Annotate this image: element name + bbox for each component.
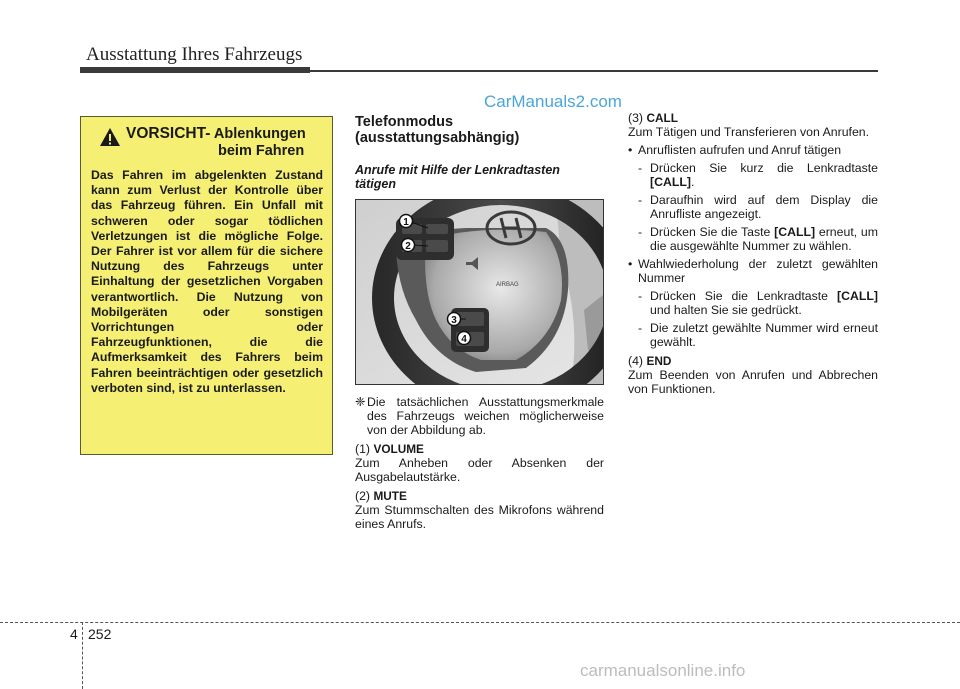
watermark-top[interactable]: CarManuals2.com (484, 92, 622, 111)
item-end-text: Zum Beenden von Anrufen und Abbrechen von Funktionen. (628, 368, 878, 396)
right-column (628, 111, 878, 396)
warning-triangle-icon (99, 127, 121, 147)
svg-text:1: 1 (403, 217, 409, 228)
steering-wheel-figure (355, 199, 604, 385)
figure-note (355, 395, 604, 437)
warning-word: VORSICHT- (126, 125, 211, 142)
warning-title-line2: beim Fahren (218, 143, 305, 159)
dash-hold-call: - Drücken Sie die Lenkradtaste [CALL] und halten Sie sie gedrückt. (638, 289, 878, 317)
warning-title-line1: Ablenkungen (213, 126, 306, 142)
dash-press-call-again: - Drücken Sie die Taste [CALL] erneut, um die ausgewählte Nummer zu wählen. (638, 225, 878, 253)
dash-redial-done: - Die zuletzt gewählte Nummer wird erneut gewählt. (638, 321, 878, 349)
item-mute-text: Zum Stummschalten des Mikrofons während eines Anrufs. (355, 503, 604, 531)
callout-3 (448, 313, 461, 327)
note-mark: ❈ (355, 395, 366, 409)
item-mute-label: (2) MUTE (355, 489, 407, 503)
callout-2 (402, 239, 415, 253)
item-call-text: Zum Tätigen und Transferieren von Anrufen. (628, 125, 870, 139)
bullet-redial: • Wahlwiederholung der zuletzt gewählten Nummer (628, 257, 878, 285)
warning-header (91, 125, 323, 167)
note-text: Die tatsächlichen Ausstattungsmerkmale des Fahrzeugs weichen möglicherweise von der Abbildung ab. (367, 395, 604, 437)
steering-wheel-illustration (356, 200, 603, 384)
item-volume-text: Zum Anheben oder Absenken der Ausgabelautstärke. (355, 456, 604, 484)
item-volume-label: (1) VOLUME (355, 442, 424, 456)
header-rule-thin (310, 70, 878, 72)
callout-4 (458, 332, 471, 346)
header-rule-thick (80, 67, 310, 73)
footer-divider (82, 622, 83, 689)
section-subtitle: Anrufe mit Hilfe der Lenkradtasten tätigen (355, 163, 560, 191)
page-number: 252 (88, 626, 112, 642)
dash-press-call: - Drücken Sie kurz die Lenkradtaste [CALL]. (638, 161, 878, 189)
warning-title (126, 125, 306, 160)
svg-text:3: 3 (451, 315, 457, 326)
warning-body: Das Fahren im abgelenkten Zustand kann zum Verlust der Kontrolle über das Fahrzeug führen. Ein Unfall mit schweren oder sogar tödlichen Verletzungen ist die mögliche Folge. Der Fahrer ist vor allem für die sichere Nutzung des Fahrzeugs unter Einhaltung der gesetzlichen Vorgaben verantwortlich. Die Nutzung von Mobilgeräten oder sonstigen Vorrichtungen oder Fahrzeugfunktionen, die die Aufmerksamkeit des Fahrers beim Fahren beeinträchtigen oder gesetzlich verboten sind, ist zu unterlassen. (91, 168, 323, 395)
warning-box (80, 116, 333, 455)
section-title: Telefonmodus (ausstattungsabhängig) (355, 114, 520, 146)
header-title: Ausstattung Ihres Fahrzeugs (86, 44, 303, 65)
item-call-label: (3) CALL (628, 111, 678, 125)
svg-text:2: 2 (405, 241, 411, 252)
bullet-call-list: • Anruflisten aufrufen und Anruf tätigen (628, 143, 842, 157)
middle-column (355, 114, 604, 531)
footer-rule (0, 622, 960, 623)
svg-text:4: 4 (461, 334, 467, 345)
chapter-number: 4 (70, 626, 78, 642)
item-end-label: (4) END (628, 354, 672, 368)
dash-call-list-shown: - Daraufhin wird auf dem Display die Anrufliste angezeigt. (638, 193, 878, 221)
callout-1 (400, 215, 413, 229)
watermark-bottom[interactable]: carmanualsonline.info (580, 661, 746, 680)
airbag-label: AIRBAG (496, 282, 519, 288)
